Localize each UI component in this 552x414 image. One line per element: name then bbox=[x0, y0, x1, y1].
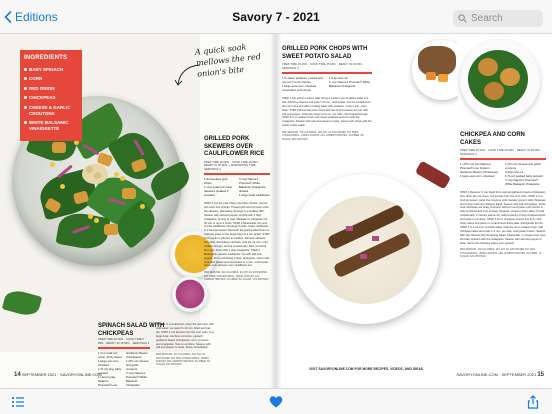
contents-list-icon[interactable] bbox=[11, 395, 25, 409]
ingredients-callout bbox=[20, 50, 82, 141]
chickpea-cakes-ingredients-left: 1 (15½-oz) can Nature's Promise® Low Sodium Garbanzo Beans (Chickpeas) 1 large ears corn, shucked bbox=[460, 162, 498, 179]
salad-steps: STEP 1 In a small bowl, cover the red onion with cold water. Let stand 5–10 min. Drain and pat dry. STEP 2 Cut kernels from the corn cobs. In a large bowl, combine red onion, spinach, garbanzo beans (chickpeas), corn, croutons, and vinaigrette. Toss to combine. Season with salt and pepper to taste. Serve immediately. bbox=[156, 323, 214, 350]
skewers-ingredients-left: 1 lb boneless pork chops ¼ cup small red onion Skewers (soaked if wooden) bbox=[204, 177, 233, 198]
editions-back-label[interactable]: Editions bbox=[15, 10, 58, 24]
right-page-footer: SAVORYONLINE.COM · SEPTEMBER 2021 15 bbox=[456, 372, 544, 378]
chickpea-cakes-ingredients-right: 1 (5½-oz) cheese and garlic croutons 3 tbsp olive oil 1 (5-oz) packed baby spinach ½ cup Nature's Promise® White Balsamic Vinaigrette bbox=[505, 162, 543, 186]
search-icon bbox=[458, 14, 467, 23]
ingredient-item: RED ONION bbox=[24, 86, 78, 92]
salad-body bbox=[98, 336, 150, 391]
chickpea-cakes-photo bbox=[458, 34, 552, 124]
salad-title: SPINACH SALAD WITH CHICKPEAS bbox=[98, 323, 165, 337]
salad-ingredients-right: Garbanzo Beans (Chickpeas) 1 (5½-oz) cheese and garlic croutons ½ cup Nature's Promise® White Balsamic Vinaigrette bbox=[126, 351, 149, 387]
right-page-number: 15 bbox=[537, 372, 544, 378]
pork-chops-nutrition: PER SERVING: 330 CALORIES, 13G FAT, 3G SATURATED FAT, 85MG CHOLESTEROL, 230MG SODIUM, 24G CARBOHYDRATES, 3G FIBER, 8G SUGAR, 28G PROTEIN bbox=[282, 131, 364, 141]
salad-ingredients-left: 1 (¼) small red onion, thinly sliced 1 large ear corn, shucked 1 (5-oz) pkg. baby spinach 1 (12-oz) pkg. Nature's Promise® Low bbox=[98, 351, 122, 387]
spinach-leaves-2 bbox=[2, 288, 42, 319]
pork-chops-meta: PREP TIME 15 MIN. · COOK TIME 25 MIN. · READY IN 40 MIN. · SERVINGS 4 bbox=[282, 62, 365, 70]
left-page-footer: 14 SEPTEMBER 2021 · SAVORYONLINE.COM bbox=[14, 372, 102, 378]
share-icon[interactable] bbox=[526, 395, 540, 409]
search-box[interactable] bbox=[453, 10, 543, 27]
magazine-spread[interactable] bbox=[0, 34, 552, 388]
cauliflower-rice-photo bbox=[276, 166, 476, 336]
bottom-toolbar bbox=[0, 388, 552, 414]
skewers-nutrition: PER SERVING: 240 CALORIES, 9G FAT, 2G SATURATED FAT, 65MG CHOLESTEROL, 190MG SODIUM, 12G CARBOHYDRATES, 4G FIBER, 5G SUGAR, 27G PROTEIN bbox=[204, 271, 269, 281]
left-page-number: 14 bbox=[14, 372, 21, 378]
right-page[interactable] bbox=[276, 34, 552, 388]
ingredient-item: CORN bbox=[24, 76, 78, 82]
salad-nutrition: PER SERVING: 310 CALORIES, 13G FAT, 2G SATURATED FAT, 5MG CHOLESTEROL, 660MG SODIUM, 38G CARBOHYDRATES, 8G FIBER, 5G SUGAR, 10G PROTEIN bbox=[156, 353, 211, 367]
favorite-heart-icon[interactable] bbox=[269, 395, 283, 409]
salad-steps-column bbox=[156, 323, 214, 366]
pork-chops-ingredients-right: 1 tbsp olive oil ¼ cup Nature's Promise® White Balsamic Vinaigrette bbox=[329, 76, 371, 89]
pork-chops-title: GRILLED PORK CHOPS WITH SWEET POTATO SALAD bbox=[282, 46, 368, 60]
chickpea-cakes-nutrition: PER SERVING: 430 CALORIES, 22G FAT, 3G SATURATED FAT, 0MG CHOLESTEROL, 460MG SODIUM, 48G CARBOHYDRATES, 8G FIBER, 7G SUGAR, 12G PROTEIN bbox=[460, 248, 542, 258]
pork-chops-recipe bbox=[282, 46, 372, 141]
ingredients-heading: INGREDIENTS bbox=[24, 55, 68, 61]
pork-skewers-recipe bbox=[204, 136, 270, 281]
visit-banner: VISIT SAVORYONLINE.COM FOR MORE RECIPES, VIDEOS, AND IDEAS bbox=[309, 367, 424, 371]
chickpea-cakes-title: CHICKPEA AND CORN CAKES bbox=[460, 132, 525, 146]
chickpea-cakes-meta: PREP TIME 15 MIN. · COOK TIME 20 MIN. · READY IN 35 MIN. · SERVINGS 4 bbox=[460, 148, 543, 156]
onion-bowl bbox=[172, 276, 208, 312]
chickpea-cakes-steps: STEP 1 Reserve ½ cup liquid from canned garbanzo beans (chickpeas), then drain (do not rinse). Cut kernels from the corn cobs. STEP 2 In a food processor, pulse the croutons until coarsely ground. Add chickpeas and 2 tbsp reserved chickpea liquid. Season with salt and pepper. Pulse until chickpeas are finely chopped. Add corn and pulse until mixture is well combined and corn is finely chopped, scraping down sides of bowl occasionally. If mixture seems dry, add remaining 2 tbsp chickpea liquid and pulse to combine. STEP 3 Form chickpea mixture into 8 (½-inch-thick) cakes and place on a parchment-lined plate. Refrigerate 30 min. STEP 4 In a 12-inch nonstick skillet, heat the oil on medium-high. Add chickpea cakes and cook 2–3 min. per side, until golden brown. Season with salt. Repeat with remaining cakes. Meanwhile, in a large bowl, toss the baby spinach with the vinaigrette. Season with salt and pepper to taste. Serve the chickpea cakes over spinach. bbox=[460, 190, 546, 245]
chickpea-cakes-recipe bbox=[460, 132, 546, 258]
skewers-steps: STEP 1 Cut the pork chops into thick chunks. Cut the red onion into chunks. Thread pork and red onion onto the skewers, alternating. Arrange in a shallow dish. Season with salt and pepper. Drizzle with 3 tbsp. vinaigrette, turning to coat. Marinate in refrigerator for 30 min or up to 2 hours. STEP 2 Meanwhile, trim and cut the cauliflower into large chunks. Grate cauliflower in a food processor fitted with the grating attachment or coarsely grate on the large holes of a box grater. STEP 3 Oil a grill or grill pan to medium. Remove skewers from dish, discarding marinade. Grill 10–12 min., until cooked through, turning occasionally. After removing from grill, brush with 1 tbsp vinaigrette. STEP 4 Meanwhile, season cauliflower rice with salt and pepper. Stir in remaining 3 tbsp. vinaigrette. Cover with crumpled plastic and microwave 3–4 min., until tender. Serve pork skewers over cauliflower rice. bbox=[204, 201, 270, 268]
search-input[interactable] bbox=[471, 13, 541, 24]
ingredient-item: CHICKPEAS bbox=[24, 95, 78, 101]
edition-title: Savory 7 - 2021 bbox=[232, 10, 320, 24]
skewers-meta: PREP TIME 15 MIN. · COOK TIME 15 MIN. · READY IN 30 MIN. + MARINATING TIME · SERVINGS 4 bbox=[204, 159, 260, 171]
page-gutter bbox=[270, 34, 282, 388]
ingredient-item: BABY SPINACH bbox=[24, 67, 78, 73]
tagline-quote: A quick soak mellows the red onion's bite bbox=[194, 42, 262, 79]
chevron-left-icon bbox=[4, 11, 12, 23]
ingredient-item: WHITE BALSAMIC VINAIGRETTE bbox=[24, 120, 78, 131]
top-navigation-bar bbox=[0, 0, 552, 34]
curved-arrow-icon bbox=[172, 62, 202, 88]
pork-chops-ingredients-left: 1 lb sweet potatoes, peeled and cut into ½-inch chunks 1 large ears corn, shucked 4 boneless pork chops bbox=[282, 76, 323, 93]
pork-chops-steps: STEP 1 Set grill to medium high. Bring a medium pot of salted water to a boil. Add the potatoes and cook 7–8 min., until tender. Cut the kernels from the corn cobs and add to boiling water with potatoes. Cook 1 min., then drain. STEP 2 Brush the pork chops with the oil and season all over with salt and pepper. Grill pork chops 4–5 min. per side, until cooked through. STEP 3 In a medium bowl, toss sweet potatoes and corn with the vinaigrette. Season with salt and pepper to taste. Serve pork chops with the sweet potato salad. bbox=[282, 96, 372, 128]
skewers-title: GRILLED PORK SKEWERS OVER CAULIFLOWER RICE bbox=[204, 136, 265, 157]
skewers-ingredients-right: ½ cup Nature's Promise® White Balsamic Vinaigrette, divided 1 large head cauliflower bbox=[239, 177, 270, 198]
ingredient-item: CHEESE & GARLIC CROUTONS bbox=[24, 105, 78, 116]
salad-meta: PREP TIME 15 MIN. · COOK TIME 0 MIN. · READY IN 15 MIN. · SERVINGS 4 bbox=[98, 337, 150, 345]
editions-back-button[interactable] bbox=[4, 10, 58, 24]
left-page[interactable] bbox=[0, 34, 276, 388]
